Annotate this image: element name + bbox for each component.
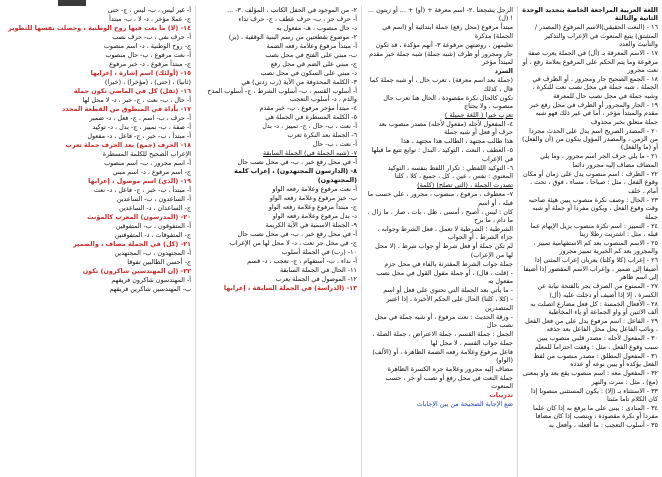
text-line: أ- مبتدأ مرفوع وعلامة رفعه الضمة — [266, 42, 357, 50]
text-line: ب- المهندسين شاكرين فريقهم — [109, 285, 191, 293]
text-line: أ- مبتدأ ، ب- خبر ، ج- فاعل ، د- مفعول — [87, 132, 191, 140]
text-line: ب- مبني على الفتح في محل نصب — [265, 51, 357, 59]
text-line: تصدرت الجملة ، (التي تصلح) (كلمة) — [417, 181, 513, 190]
text-line: ٣١ - المفعول المطلق : مصدر منصوب من لفظ الفعل يؤكده أو يبين نوعه أو عدده — [533, 351, 658, 369]
text-line: أ- أسلوب القسم ، ب- أسلوب الشرط ، ج- أسلوب المدح والذم ، د- أسلوب التعجب — [207, 87, 357, 104]
text-line: الرجل يشجعنا .٢- اسم معرفة + (أو) + ... أو زيتون ... ! (ل) — [367, 6, 513, 23]
text-line: الإعراب الصحيح للكلمة المسطرة — [102, 150, 191, 158]
text-line: أ- نداء ، ب- استفهام ، ج- تعجب ، د- قسم — [247, 256, 357, 265]
text-line: ٢٠ - المصدر الصريح اسم يدل على الحدث مجردا من الزمن ، والمصدر المؤول يتكون من (أن والفعل) أو (ما والفعل) — [522, 126, 658, 152]
text-line: د- مبني على السكون في محل نصب — [260, 69, 357, 77]
text-line: ١٩- (الذي) اسم موصول ، إعرابها — [88, 177, 191, 185]
text-line: ج- مبني على الضم في محل رفع — [270, 60, 357, 68]
text-line: ٢٠- (المدرسون) المعرب كالمؤنث — [87, 213, 191, 221]
text-line: اللغة العربية المراجعة الخاصة بتحديد الوحدة الثانية والثالثة — [522, 6, 658, 23]
text-line: ٢٦ - إعراب (كلا وكلتا) يعربان إعراب المثنى إذا أضيفا إلى ضمير ، وإعراب الاسم المقصور إذا أضيفا إلى اسم ظاهر — [523, 256, 658, 282]
text-line: ضع الإجابة الصحيحة من بين الإجابات — [416, 400, 513, 409]
text-line: أ- حرف نفي ، ب- حرف نصب — [112, 33, 191, 41]
text-line: ج- عملا مؤخر ، د- لا ، ب- مبتدأ — [109, 15, 191, 23]
text-line: أ- المجتهدون ، ب- المجتهدين — [114, 249, 191, 257]
text-line: ٣٠ - المفعول لأجله : مصدر قلبي منصوب يبين سبب وقوع الفعل ، مثل : وقفت احتراما للمعلم — [534, 334, 658, 351]
text-line: ٨- (الدارسون المجتهدون) ، إعراب كلمة (المجتهدون) — [234, 167, 357, 184]
column-divider — [361, 6, 362, 477]
text-line: ج- مبتدأ مرفوع ، د- خبر مرفوع — [109, 60, 191, 68]
text-line: ٢١ - ما يلي حرف الجر اسم مجرور ، وما يلي المضاف مضاف إليه مجرور دائما — [540, 152, 658, 169]
text-line: ج- في محل جر نعت ، د- لا محل لها من الإعراب — [229, 238, 357, 247]
text-line: ١٥- (أولئك) اسم إشارة ، إعرابها — [90, 69, 191, 77]
text-line: أ- اسم مجرور ، ب- اسم منصوب — [104, 159, 191, 167]
text-line: أ- المهندسون شاكرون فريقهم — [111, 276, 191, 284]
column-3 — [201, 6, 357, 477]
text-line: ١٣- (الدراسة) في الجملة السابقة ، إعرابها — [223, 283, 357, 292]
text-line: - ورقة الحديث : نعت مرفوع ، أو شبه جملة في محل نصب حال — [374, 312, 513, 330]
text-line: ٢٢- (إن المهندسين شاكرون) تكون — [82, 267, 191, 275]
column-divider — [517, 6, 518, 477]
text-line: ب- خبر مرفوع وعلامة رفعه الواو — [269, 193, 357, 202]
text-line: ٢٧ - الممنوع من الصرف يجر بالفتحة نيابة عن الكسرة ، إلا إذا أضيف أو دخلت عليه (أل) — [537, 282, 658, 299]
text-line: أ- غير ليس ، ب- ليس ، ج- حتى — [107, 6, 191, 14]
text-line: ٥- الكلمة المسطرة في الجملة هي — [265, 113, 357, 122]
text-line: ٦- التوكيد اللفظي : تكرار اللفظ بنفسه ، التوكيد المعنوي : نفس ، عين ، كل ، جميع ، كلا ، كلتا — [387, 163, 513, 181]
text-line: ٩- الجملة الاسمية في الآية الكريمة — [265, 220, 357, 229]
text-line: ٢٨ - الأفعال الخمسة : كل فعل مضارع اتصلت به ألف الاثنين أو واو الجماعة أو ياء المخاطبة — [530, 299, 658, 316]
text-line: مضاف إليه مجرور وعلامة جره الكسرة الظاهرة — [387, 364, 513, 373]
text-line: أ- في محل رفع خبر ، ب- في محل نصب حال — [237, 229, 357, 238]
text-line: (جملة بعد اسم معرفة) ، تعرب حال ، أو شبه جملة كما قال ، كذلك — [369, 76, 513, 93]
text-line: أ- صفة ، ب- تمييز ، ج- بدل ، د- توكيد — [92, 123, 191, 131]
text-line: أ- في محل رفع خبر ، ب- في محل نصب حال — [237, 158, 357, 167]
column-1 — [522, 6, 658, 477]
text-line: الشرطية ؛ الشرطية لا تعمل ، فعل الشرط وجوابه ، جزاء الشرط ، أو الجواب — [377, 225, 513, 242]
text-line: ٣٤ - المنادى : يبنى على ما يرفع به إذا كان علما مفردا أو نكرة مقصودة ، وينصب إذا كان مضافا — [532, 403, 658, 421]
text-line: أ- مبتدأ ، ب- خبر ، ج- فاعل ، د- نعت — [93, 186, 191, 194]
text-line: ٤- المفعول لأجله (مفعول لأجله) مصدر منصوب بعد حرف أو فعل أو شبه جملة — [378, 120, 513, 137]
text-line: السرد — [494, 67, 513, 76]
text-line: تدريبات — [489, 391, 513, 400]
text-line: (ثانيا) ، (حتى) ، (مؤخرا) ، (خبرا) — [104, 78, 191, 86]
text-line: أ- حرف ، ب- اسم ، ج- فعل ، د- ضمير — [89, 114, 191, 122]
text-line: أ- نعت مرفوع ، ب- حال منصوب — [105, 51, 191, 59]
text-line: ٧- معطوف ، مرفوع ، منصوب ، مجرور ، على حسب ما قبله ، أو اسم — [367, 190, 513, 207]
text-line: جار ومجرور أو ظرف (شبه جملة) شبه جملة خبر مقدم لمبتدأ مؤخر — [369, 49, 513, 67]
text-line: ٢٩ - الفاعل : اسم مرفوع يدل على من فعل الفعل ، ونائب الفاعل يحل محل الفاعل بعد حذفه — [525, 316, 658, 334]
text-line: ٢٢ - الظرف : اسم منصوب يدل على زمان أو مكان وقوع الفعل ، مثل : صباحا ، مساء ، فوق ، تحت ، أمام ، خلف — [523, 169, 658, 195]
text-line: لم تكن جملة أو فعل شرط أو جواب شرط ، (لا محل لها من الإعراب) — [375, 242, 513, 259]
text-line: ٢٤ - التمييز : اسم نكرة منصوب يزيل الإبهام عما قبله ، مثل : اشتريت رطلا زيتا — [530, 221, 658, 238]
text-line: أ- نعت مرفوع وعلامة رفعه الواو — [272, 184, 357, 193]
text-line: ج- اسم مرفوع ، د- اسم مبني — [112, 168, 191, 176]
text-line: ٥- العطف ، النعت ، التوكيد ، البدل : توابع تتبع ما قبلها في الإعراب — [371, 146, 513, 163]
text-line: أ- حال ، ب- نعت ، ج- خبر ، د- لا محل لها — [82, 96, 191, 104]
text-line: ١٨- الحرف (جمع) بعد الحرف جملة تعرب — [65, 141, 191, 149]
text-line: د- بدل مرفوع وعلامة رفعه الواو — [272, 211, 357, 220]
text-line: - (كلا ، كلتا) الحال على الحكم الأخيرة ، إذا اعتبر المتصدرين — [386, 295, 513, 312]
text-line: تعرب خبرا ( اللغة جميلة ) — [444, 111, 513, 120]
text-line: أ- الساعدون ، ب- الساعدين — [116, 195, 191, 203]
text-line: أ- نعت ، ب- حال ، ج- تمييز ، د- بدل — [262, 122, 357, 131]
text-line: ٢٣ - الحال : وصف نكرة منصوب يبين هيئة صاحبه وقت وقوع الفعل ، ويكون مفردا أو جملة أو شبه جملة — [528, 195, 658, 221]
text-line: ١١- الحال في الجملة السابقة — [279, 265, 357, 274]
text-line: مبتدأ مرفوع (محل رفع) جملة ابتدائية أو (اسم في الجملة) مذكرة — [382, 23, 513, 40]
text-line: أ- حرف جر ، ب- حرف عطف ، ج- حرف نداء — [238, 15, 357, 23]
text-line: ١٧- بأداة في المنطوق من القطعة المحدد — [62, 105, 191, 113]
text-line: الجمل : جملة القسم ، جملة الاعتراض ، جملة الصلة ، جملة جواب القسم ، لا محل لها — [372, 330, 513, 347]
text-line: ١٦ - (النعت الحقيقي)الاسم المرفوع (المصدر / المشتق) يتبع المنعوت في الإعراب والتذكير والتأنيث والعدد — [534, 23, 658, 49]
text-line: ٦- الجملة بعد النكرة تعرب — [287, 131, 357, 140]
text-line: ٢- من الموجود في الحفل الكاتب ، المؤلف .٣- ... — [227, 6, 357, 14]
column-4 — [5, 6, 191, 477]
text-line: أ- المتفوقون ، ب- المتفوقين — [115, 222, 191, 230]
text-line: - (قلت ، قال) ، أو جملة مقول القول في محل نصب مفعول به — [376, 268, 513, 286]
text-line: هذا طالب مجتهد ، الطالب هذا مجتهد ، هذا — [401, 137, 513, 146]
text-line: ٣٥ - أسلوب التعجب : ما أفعله ، وأفعل به — [548, 421, 658, 430]
column-divider — [195, 6, 196, 477]
text-line: - ما يأتي بعد الجملة التي تحتوي على فعل أو اسم — [383, 286, 513, 295]
text-line: ١٦- (ثقل) كل في الماضي تكون جملة — [73, 87, 191, 95]
text-line: تعليمهن ، روضتهن مرفوعة ٣- أنهم مؤكدة ، قد تكون — [375, 40, 513, 49]
text-line: ج- المتفوقات ، د- المتفوقتين — [114, 231, 191, 239]
text-line: أ- نعت ، ب- حال — [312, 140, 357, 149]
text-line: ج- الساعدان ، د- الساعدين — [119, 204, 191, 212]
text-line: ٤- مبتدأ مؤخر مرفوع ، ب- خبر مقدم — [259, 104, 357, 113]
text-line: ١٩ - الجار والمجرور أو الظرف في محل رفع خبر مقدم والمبتدأ مؤخر ، أما في غير ذلك فهو شبه جملة متعلق بخبر محذوف — [529, 100, 658, 126]
text-line: ٢١- (كل) في الجملة مضاف ، والضمير — [73, 240, 191, 248]
text-line: ١٠- (رب) في الجملة أسلوب — [281, 247, 357, 256]
text-line: ١٧ - الاسم المعرفة بـ (أل) في الجملة يعرب صفة مرفوعة وما يتم الحكم على المرفوع بعلامة رفع ، أو نعت مجرور — [522, 49, 658, 75]
text-line: جملة جواب الشرط المقترنة بالفاء في محل جزم — [384, 259, 513, 268]
text-line: تكون كالحال نكرة مقصودة ، الحال هنا تعرب حال منصوب ، ولا يحتاج — [383, 93, 513, 111]
text-line: جملة النعت في محل رفع أو نصب أو جر ، حسب المنعوت — [385, 373, 513, 391]
text-line: ج- أحسن الطالبين تفوقا — [127, 258, 191, 266]
text-line: ١٤- (لا) ما نعت فيها روح الوطنية ، وحصلت نفسها للتطوير — [8, 24, 191, 32]
text-line: ٣- الكلمة المحذوفة من الآية (رب زدني) هي — [241, 78, 357, 86]
text-line: ١٨ - الجمع الصحيح جار ومجرور ، أو الظرف في الجملة ، شبه جملة في محل نصب نعت للنكرة ، وشبه جملة في محل نصب حال للمعرفة — [532, 75, 658, 100]
text-line: ج- مبتدأ مرفوع وعلامة رفعه الواو — [268, 202, 357, 211]
text-line: ١٢- الموصول في الجملة يعرب — [275, 274, 357, 283]
text-line: ٢٥ - الاسم المنصوب بعد كم الاستفهامية تمييز ، والمجرور بعد كم الخبرية تمييز مجرور — [533, 238, 658, 256]
text-line: ٢- موضوع بقطعتين من رسم البنية الوقفية ، (بر) — [228, 33, 357, 41]
text-line: ٣٢ - المفعول معه : اسم منصوب يقع بعد واو بمعنى (مع) ، مثل : سرت والنهر — [522, 369, 658, 386]
text-line: فاعل مرفوع وعلامة رفعه الضمة الظاهرة ، أو (الألف) (الواو) — [372, 347, 513, 364]
text-line: ج- روح الوطنية ، د- اسم منصوب — [103, 42, 191, 50]
text-line: كان : ليس ، أصبح ، أمسى ، ظل ، بات ، صار ، ما زال ، ما دام ، ما برح — [367, 207, 513, 225]
text-line: ٣٣ - الاستثناء بـ (إلا) : يكون المستثنى منصوبا إذا كان الكلام تاما مثبتا — [530, 386, 658, 403]
column-2 — [367, 6, 513, 477]
text-line: د- حال منصوب ، هـ- مفعول به — [276, 24, 357, 32]
text-line: ٧- (شبه الجملة في) الجملة السابقة — [263, 149, 357, 158]
